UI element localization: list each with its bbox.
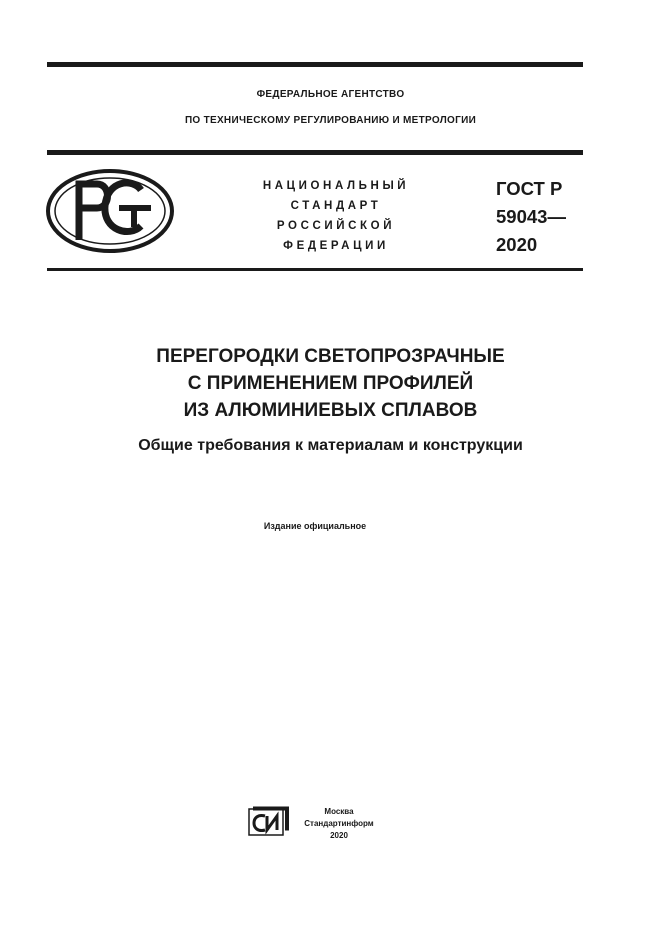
document-subtitle: Общие требования к материалам и конструкции (138, 437, 523, 454)
gost-line: 59043— (496, 206, 566, 227)
top-rule (47, 62, 583, 67)
publisher-year: 2020 (330, 831, 348, 840)
gost-line: 2020 (496, 234, 538, 255)
rst-logo-icon (45, 168, 175, 254)
lower-rule (47, 268, 583, 271)
edition-label: Издание официальное (263, 521, 367, 531)
title-line: ПЕРЕГОРОДКИ СВЕТОПРОЗРАЧНЫЕ (156, 346, 505, 367)
national-line: РОССИЙСКОЙ (276, 220, 396, 232)
national-line: ФЕДЕРАЦИИ (283, 240, 389, 252)
document-title (0, 343, 661, 424)
title-line: ИЗ АЛЮМИНИЕВЫХ СПЛАВОВ (183, 400, 478, 421)
publisher-block (296, 806, 382, 842)
title-line: С ПРИМЕНЕНИЕМ ПРОФИЛЕЙ (187, 373, 474, 394)
gost-line: ГОСТ Р (496, 178, 563, 199)
publisher-city: Москва (324, 807, 354, 816)
national-line: НАЦИОНАЛЬНЫЙ (262, 180, 410, 192)
national-line: СТАНДАРТ (290, 200, 382, 212)
publisher-name: Стандартинформ (304, 819, 374, 828)
gost-number (496, 175, 566, 259)
middle-rule (47, 150, 583, 155)
agency-line-2: ПО ТЕХНИЧЕСКОМУ РЕГУЛИРОВАНИЮ И МЕТРОЛОГИИ (184, 115, 477, 126)
standartinform-logo-icon (248, 806, 290, 836)
agency-line-1: ФЕДЕРАЛЬНОЕ АГЕНТСТВО (256, 89, 405, 100)
national-standard-label (248, 176, 424, 256)
